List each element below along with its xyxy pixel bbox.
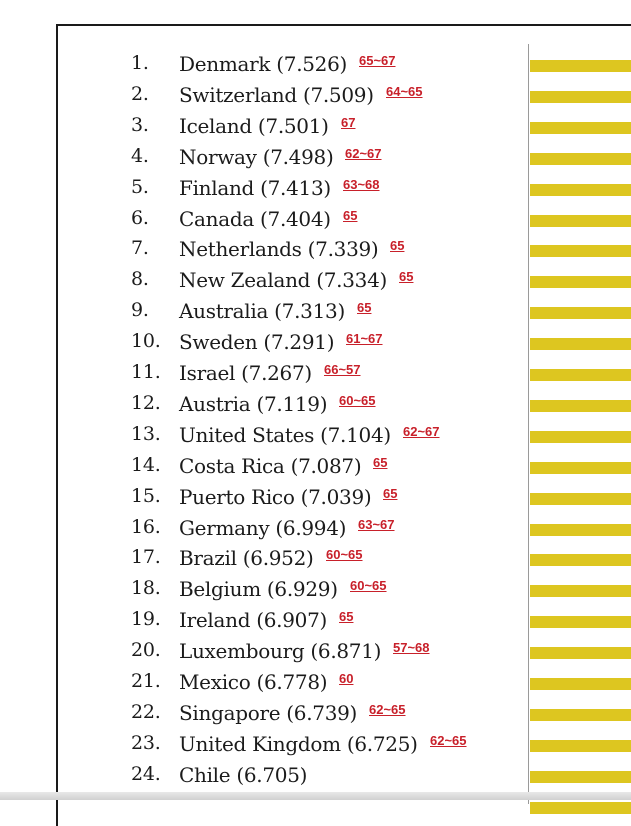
rank-number: 12. [131, 391, 161, 414]
rank-number: 5. [131, 175, 149, 198]
rank-number: 24. [131, 762, 161, 785]
retirement-age-link[interactable]: 66~57 [324, 362, 361, 377]
country-name: Puerto Rico (7.039) [179, 484, 372, 509]
retirement-age-link[interactable]: 61~67 [346, 331, 383, 347]
retirement-age-link[interactable]: 57~68 [393, 640, 430, 656]
retirement-age-link[interactable]: 65~67 [359, 53, 396, 68]
rank-number: 16. [131, 515, 161, 538]
rank-number: 1. [131, 52, 149, 74]
row-stripe [530, 709, 631, 721]
row-stripe [530, 184, 631, 196]
retirement-age-link[interactable]: 62~65 [369, 701, 406, 717]
rank-number: 8. [131, 268, 149, 291]
country-name: Ireland (6.907) [179, 608, 328, 633]
row-stripe [530, 678, 631, 690]
retirement-age-link[interactable]: 60~65 [339, 392, 376, 408]
rank-number: 17. [131, 546, 161, 569]
retirement-age-link[interactable]: 62~65 [430, 732, 467, 748]
row-stripe [530, 554, 631, 566]
row-stripe [530, 276, 631, 288]
retirement-age-link[interactable]: 65 [339, 609, 354, 625]
rank-number: 19. [131, 608, 161, 631]
row-stripe [530, 647, 631, 659]
rank-number: 7. [131, 237, 149, 260]
retirement-age-link[interactable]: 65 [399, 269, 414, 285]
row-stripe [530, 400, 631, 412]
retirement-age-link[interactable]: 65 [343, 207, 358, 223]
row-stripe [530, 122, 631, 134]
row-stripe [530, 493, 631, 505]
rank-number: 21. [131, 670, 161, 692]
country-name: Canada (7.404) [179, 206, 331, 231]
country-name: Australia (7.313) [179, 299, 345, 324]
country-name: Chile (6.705) [179, 762, 308, 787]
country-name: Netherlands (7.339) [179, 237, 379, 262]
country-name: Denmark (7.526) [179, 52, 348, 76]
country-name: Switzerland (7.509) [179, 82, 374, 107]
retirement-age-link[interactable]: 65 [373, 454, 388, 470]
rank-number: 20. [131, 639, 161, 662]
country-name: United Kingdom (6.725) [179, 731, 418, 756]
country-name: Iceland (7.501) [179, 113, 329, 138]
row-stripe [530, 369, 631, 381]
rank-number: 14. [131, 453, 161, 476]
retirement-age-link[interactable]: 62~67 [403, 423, 440, 439]
country-name: Germany (6.994) [179, 515, 347, 540]
row-stripe [530, 616, 631, 628]
country-name: Israel (7.267) [179, 361, 312, 385]
row-stripe [530, 91, 631, 103]
country-name: Mexico (6.778) [179, 670, 328, 694]
retirement-age-link[interactable]: 60~65 [326, 547, 363, 563]
country-name: New Zealand (7.334) [179, 268, 387, 293]
row-stripe [530, 585, 631, 597]
country-name: Norway (7.498) [179, 144, 334, 169]
country-name: United States (7.104) [179, 422, 391, 447]
column-divider [528, 44, 529, 804]
country-name: Austria (7.119) [179, 391, 328, 416]
rank-number: 23. [131, 731, 161, 754]
row-stripe [530, 802, 631, 814]
row-stripe [530, 338, 631, 350]
row-stripe [530, 153, 631, 165]
rank-number: 22. [131, 700, 161, 723]
rank-number: 11. [131, 361, 161, 383]
rank-number: 13. [131, 422, 161, 445]
retirement-age-link[interactable]: 64~65 [386, 83, 423, 99]
row-stripe [530, 60, 631, 72]
retirement-age-link[interactable]: 63~67 [358, 516, 395, 532]
retirement-age-link[interactable]: 65 [390, 238, 405, 254]
country-name: Sweden (7.291) [179, 330, 335, 355]
row-stripe [530, 524, 631, 536]
rank-number: 15. [131, 484, 161, 507]
row-stripe [530, 771, 631, 783]
retirement-age-link[interactable]: 62~67 [345, 145, 382, 161]
country-name: Belgium (6.929) [179, 577, 338, 602]
row-stripe [530, 245, 631, 257]
country-name: Brazil (6.952) [179, 546, 314, 571]
row-stripe [530, 462, 631, 474]
rank-number: 6. [131, 206, 149, 229]
page-bottom-edge [0, 792, 631, 800]
retirement-age-link[interactable]: 63~68 [343, 176, 380, 192]
country-name: Costa Rica (7.087) [179, 453, 362, 478]
retirement-age-link[interactable]: 67 [341, 114, 356, 130]
retirement-age-link[interactable]: 60 [339, 671, 354, 686]
retirement-age-link[interactable]: 65 [357, 300, 372, 316]
country-name: Luxembourg (6.871) [179, 639, 382, 664]
row-stripe [530, 431, 631, 443]
rank-number: 18. [131, 577, 161, 600]
rank-number: 9. [131, 299, 149, 322]
rank-number: 10. [131, 330, 161, 353]
country-name: Finland (7.413) [179, 175, 331, 200]
row-stripe [530, 307, 631, 319]
retirement-age-link[interactable]: 65 [383, 485, 398, 501]
rank-number: 3. [131, 113, 149, 136]
row-stripe [530, 740, 631, 752]
retirement-age-link[interactable]: 60~65 [350, 578, 387, 594]
row-stripe [530, 215, 631, 227]
rank-number: 4. [131, 144, 149, 167]
country-name: Singapore (6.739) [179, 700, 358, 725]
rank-number: 2. [131, 82, 149, 105]
